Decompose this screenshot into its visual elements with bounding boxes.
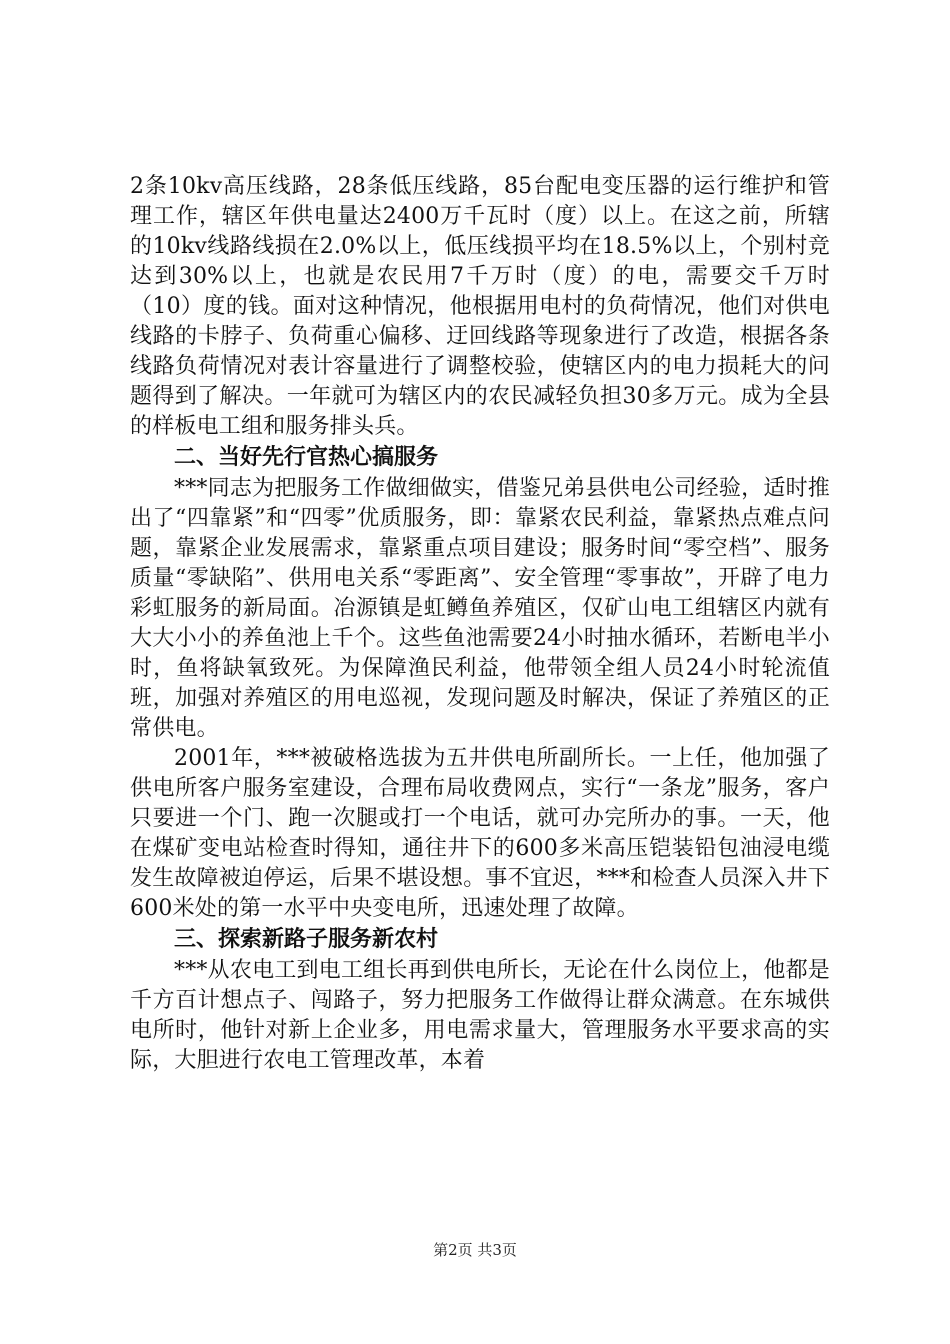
paragraph-2: ***同志为把服务工作做细做实，借鉴兄弟县供电公司经验，适时推出了“四靠紧”和“四零”优质服务，即：靠紧农民利益，靠紧热点难点问题，靠紧企业发展需求，靠紧重点项目建设；服务时间“零空档”、服务质量“零缺陷”、供用电关系“零距离”、安全管理“零事故”，开辟了电力彩虹服务的新局面。冶源镇是虹鳟鱼养殖区，仅矿山电工组辖区内就有大大小小的养鱼池上千个。这些鱼池需要24小时抽水循环，若断电半小时，鱼将缺氧致死。为保障渔民利益，他带领全组人员24小时轮流值班，加强对养殖区的用电巡视，发现问题及时解决，保证了养殖区的正常供电。 — [130, 476, 830, 741]
section-heading-2: 二、当好先行官热心搞服务 — [174, 445, 439, 470]
paragraph-1: 2条10kv高压线路，28条低压线路，85台配电变压器的运行维护和管理工作，辖区年供电量达2400万千瓦时（度）以上。在这之前，所辖的10kv线路线损在2.0%以上，低压线损平均在18.5%以上，个别村竞达到30%以上，也就是农民用7千万时（度）的电，需要交千万时（10）度的钱。面对这种情况，他根据用电村的负荷情况，他们对供电线路的卡脖子、负荷重心偏移、迂回线路等现象进行了改造，根据各条线路负荷情况对表计容量进行了调整校验，使辖区内的电力损耗大的问题得到了解决。一年就可为辖区内的农民减轻负担30多万元。成为全县的样板电工组和服务排头兵。 — [130, 174, 830, 439]
page-number-footer: 第2页 共3页 — [433, 1241, 517, 1259]
paragraph-3: 2001年，***被破格选拔为五井供电所副所长。一上任，他加强了供电所客户服务室建设，合理布局收费网点，实行“一条龙”服务，客户只要进一个门、跑一次腿或打一个电话，就可办完所办的事。一天，他在煤矿变电站检查时得知，通往井下的600多米高压铠装铅包油浸电缆发生故障被迫停运，后果不堪设想。事不宜迟，***和检查人员深入井下600米处的第一水平中央变电所，迅速处理了故障。 — [130, 746, 830, 921]
section-heading-3: 三、探索新路子服务新农村 — [174, 927, 439, 952]
paragraph-4: ***从农电工到电工组长再到供电所长，无论在什么岗位上，他都是千方百计想点子、闯路子，努力把服务工作做得让群众满意。在东城供电所时，他针对新上企业多，用电需求量大，管理服务水平要求高的实际，大胆进行农电工管理改革，本着 — [130, 958, 830, 1073]
document-body — [130, 172, 830, 1076]
